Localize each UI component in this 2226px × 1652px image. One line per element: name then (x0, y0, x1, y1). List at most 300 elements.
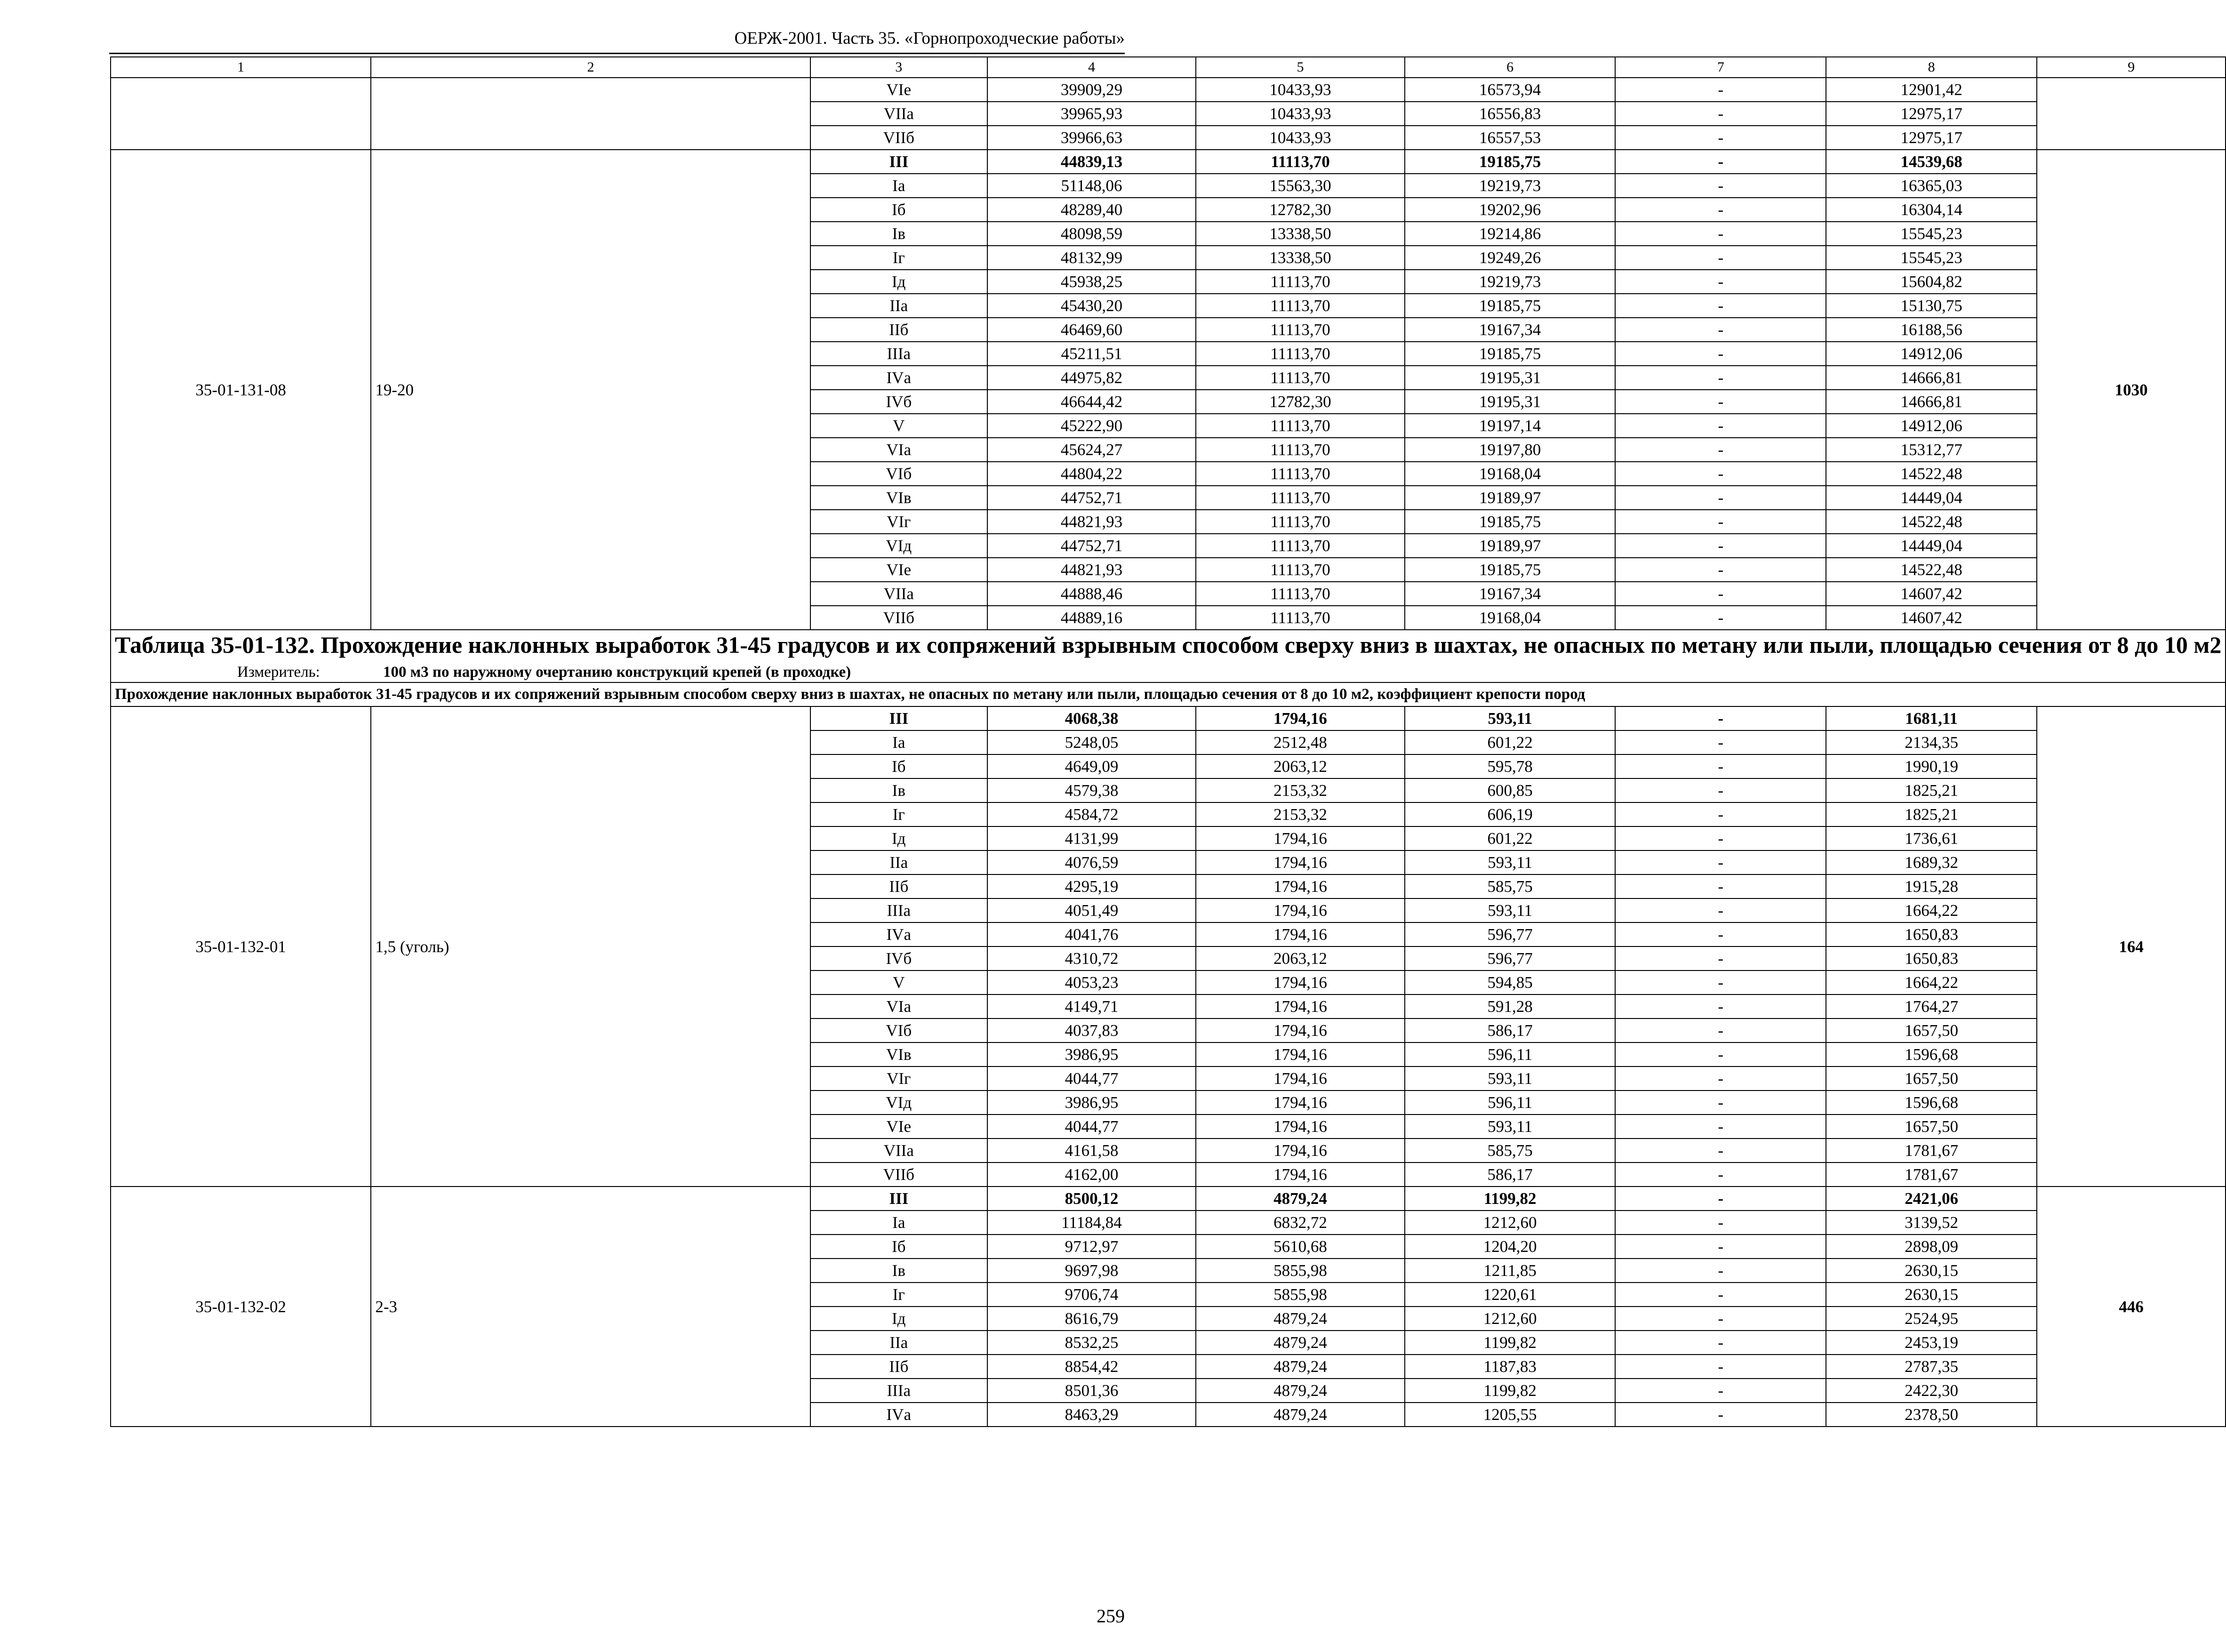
table-cell: 1664,22 (1826, 898, 2037, 922)
table-cell: 4051,49 (987, 898, 1196, 922)
table-cell: 2512,48 (1196, 730, 1405, 754)
table-cell: 4649,09 (987, 754, 1196, 778)
item-parameter: 1,5 (уголь) (371, 706, 810, 1187)
rates-table (110, 56, 2226, 1427)
table-cell: 1664,22 (1826, 970, 2037, 994)
table-cell: 8532,25 (987, 1331, 1196, 1355)
table-cell: - (1615, 1139, 1826, 1163)
table-cell: 19197,14 (1405, 414, 1616, 438)
table-cell: 19202,96 (1405, 198, 1616, 222)
table-cell: IIа (810, 1331, 987, 1355)
table-cell: Iа (810, 1211, 987, 1235)
table-cell: 46644,42 (987, 390, 1196, 414)
table-cell: VIIа (810, 1139, 987, 1163)
table-cell: 45222,90 (987, 414, 1196, 438)
table-cell: 12782,30 (1196, 390, 1405, 414)
table-cell: 16557,53 (1405, 126, 1616, 150)
table-cell: Iг (810, 802, 987, 826)
item-parameter: 19-20 (371, 150, 810, 630)
table-cell: - (1615, 222, 1826, 246)
table-cell: - (1615, 78, 1826, 102)
table-cell: 1212,60 (1405, 1211, 1616, 1235)
table-cell: - (1615, 706, 1826, 730)
column-number-row (111, 57, 2226, 78)
table-cell: VIв (810, 486, 987, 510)
table-cell: 1794,16 (1196, 874, 1405, 898)
table-cell: VIе (810, 558, 987, 582)
table-cell: 14666,81 (1826, 366, 2037, 390)
table-cell: 1596,68 (1826, 1043, 2037, 1067)
table-cell: 11113,70 (1196, 270, 1405, 294)
table-cell: 11113,70 (1196, 534, 1405, 558)
table-cell: 16573,94 (1405, 78, 1616, 102)
table-cell: - (1615, 1403, 1826, 1427)
table-cell: 606,19 (1405, 802, 1616, 826)
table-cell: 2134,35 (1826, 730, 2037, 754)
item-code: 35-01-132-01 (111, 706, 371, 1187)
table-cell: 48289,40 (987, 198, 1196, 222)
column-number: 8 (1826, 57, 2037, 78)
column-number: 7 (1615, 57, 1826, 78)
table-cell: 600,85 (1405, 778, 1616, 802)
table-cell: 5855,98 (1196, 1283, 1405, 1307)
table-cell: III (810, 1187, 987, 1211)
table-cell: Iд (810, 270, 987, 294)
table-cell: VIе (810, 78, 987, 102)
measure-label: Измеритель: (237, 664, 320, 681)
page-header: ОЕРЖ-2001. Часть 35. «Горнопроходческие работы» (734, 29, 1125, 48)
table-cell: - (1615, 438, 1826, 462)
empty-cell (2037, 78, 2226, 150)
table-cell: 44752,71 (987, 486, 1196, 510)
table-cell: 2630,15 (1826, 1259, 2037, 1283)
table-cell: IIб (810, 1355, 987, 1379)
table-cell: 1794,16 (1196, 706, 1405, 730)
item-parameter: 2-3 (371, 1187, 810, 1427)
table-cell: - (1615, 150, 1826, 174)
table-cell: 8463,29 (987, 1403, 1196, 1427)
table-cell: 2787,35 (1826, 1355, 2037, 1379)
table-cell: 4076,59 (987, 850, 1196, 874)
table-cell: - (1615, 922, 1826, 946)
table-cell: 39909,29 (987, 78, 1196, 102)
table-cell: 15545,23 (1826, 222, 2037, 246)
table-cell: 16188,56 (1826, 318, 2037, 342)
table-cell: 14607,42 (1826, 582, 2037, 606)
table-cell: 19195,31 (1405, 366, 1616, 390)
table-cell: - (1615, 1355, 1826, 1379)
table-cell: 16556,83 (1405, 102, 1616, 126)
table-row (111, 150, 2226, 174)
table-cell: 11113,70 (1196, 366, 1405, 390)
table-cell: - (1615, 754, 1826, 778)
table-cell: 1915,28 (1826, 874, 2037, 898)
table-cell: 1794,16 (1196, 850, 1405, 874)
table-cell: IIа (810, 850, 987, 874)
table-cell: 1657,50 (1826, 1067, 2037, 1091)
table-cell: - (1615, 102, 1826, 126)
table-cell: 14522,48 (1826, 462, 2037, 486)
table-cell: Iв (810, 778, 987, 802)
table-cell: - (1615, 826, 1826, 850)
item-total: 446 (2037, 1187, 2226, 1427)
table-cell: VIб (810, 1018, 987, 1043)
table-cell: 586,17 (1405, 1018, 1616, 1043)
table-cell: 2153,32 (1196, 778, 1405, 802)
table-cell: 1657,50 (1826, 1018, 2037, 1043)
table-cell: 9697,98 (987, 1259, 1196, 1283)
table-cell: 601,22 (1405, 730, 1616, 754)
table-cell: Iв (810, 1259, 987, 1283)
table-cell: 2422,30 (1826, 1379, 2037, 1403)
table-cell: 11113,70 (1196, 582, 1405, 606)
table-cell: 1781,67 (1826, 1163, 2037, 1187)
table-cell: 19168,04 (1405, 462, 1616, 486)
table-cell: 4041,76 (987, 922, 1196, 946)
column-number: 3 (810, 57, 987, 78)
table-cell: 9712,97 (987, 1235, 1196, 1259)
table-cell: - (1615, 126, 1826, 150)
table-cell: Iв (810, 222, 987, 246)
table-cell: 3139,52 (1826, 1211, 2037, 1235)
measure-value: 100 м3 по наружному очертанию конструкций крепей (в проходке) (383, 664, 851, 681)
table-cell: 19185,75 (1405, 342, 1616, 366)
table-cell: 8616,79 (987, 1307, 1196, 1331)
table-cell: - (1615, 1235, 1826, 1259)
table-cell: 1764,27 (1826, 994, 2037, 1018)
table-cell: III (810, 706, 987, 730)
item-code: 35-01-131-08 (111, 150, 371, 630)
table-cell: 4579,38 (987, 778, 1196, 802)
table-cell: 593,11 (1405, 706, 1616, 730)
table-cell: - (1615, 318, 1826, 342)
table-row (111, 706, 2226, 730)
table-cell: 1990,19 (1826, 754, 2037, 778)
table-cell: - (1615, 994, 1826, 1018)
table-cell: 585,75 (1405, 874, 1616, 898)
table-cell: 1794,16 (1196, 1091, 1405, 1115)
table-cell: 14912,06 (1826, 342, 2037, 366)
table-cell: Iг (810, 246, 987, 270)
column-number: 4 (987, 57, 1196, 78)
table-cell: 1794,16 (1196, 898, 1405, 922)
table-cell: 11113,70 (1196, 486, 1405, 510)
table-cell: 586,17 (1405, 1163, 1616, 1187)
table-cell: 4879,24 (1196, 1187, 1405, 1211)
table-cell: 11113,70 (1196, 606, 1405, 630)
table-cell: - (1615, 390, 1826, 414)
table-cell: IVб (810, 946, 987, 970)
table-cell: 45938,25 (987, 270, 1196, 294)
table-cell: 8854,42 (987, 1355, 1196, 1379)
table-cell: 594,85 (1405, 970, 1616, 994)
table-cell: - (1615, 850, 1826, 874)
table-cell: - (1615, 198, 1826, 222)
table-cell: - (1615, 970, 1826, 994)
table-cell: 4044,77 (987, 1067, 1196, 1091)
table-cell: 14539,68 (1826, 150, 2037, 174)
table-cell: - (1615, 1115, 1826, 1139)
table-cell: 4879,24 (1196, 1355, 1405, 1379)
table-cell: VIIб (810, 1163, 987, 1187)
table-cell: 1650,83 (1826, 946, 2037, 970)
item-total: 164 (2037, 706, 2226, 1187)
table-cell: 1199,82 (1405, 1379, 1616, 1403)
table-cell: 19219,73 (1405, 174, 1616, 198)
table-cell: - (1615, 874, 1826, 898)
table-cell: 19167,34 (1405, 582, 1616, 606)
table-cell: - (1615, 1211, 1826, 1235)
table-cell: 1794,16 (1196, 994, 1405, 1018)
table-row (111, 78, 2226, 102)
table-cell: 14666,81 (1826, 390, 2037, 414)
table-cell: IIIа (810, 1379, 987, 1403)
table-cell: 1199,82 (1405, 1331, 1616, 1355)
table-cell: - (1615, 1331, 1826, 1355)
table-cell: 14522,48 (1826, 510, 2037, 534)
table-cell: 10433,93 (1196, 102, 1405, 126)
table-cell: 44752,71 (987, 534, 1196, 558)
table-cell: 4879,24 (1196, 1307, 1405, 1331)
table-cell: III (810, 150, 987, 174)
table-cell: VIIа (810, 582, 987, 606)
table-cell: 19185,75 (1405, 294, 1616, 318)
table-cell: IIа (810, 294, 987, 318)
table-cell: 13338,50 (1196, 222, 1405, 246)
table-cell: Iб (810, 1235, 987, 1259)
empty-cell (371, 78, 810, 150)
table-cell: 2524,95 (1826, 1307, 2037, 1331)
table-cell: 45211,51 (987, 342, 1196, 366)
table-cell: 593,11 (1405, 850, 1616, 874)
table-cell: 11113,70 (1196, 438, 1405, 462)
table-cell: 19185,75 (1405, 558, 1616, 582)
table-cell: 4161,58 (987, 1139, 1196, 1163)
table-cell: 1825,21 (1826, 778, 2037, 802)
table-cell: 1205,55 (1405, 1403, 1616, 1427)
table-cell: 8500,12 (987, 1187, 1196, 1211)
table-cell: 593,11 (1405, 1115, 1616, 1139)
table-cell: 2453,19 (1826, 1331, 2037, 1355)
table-cell: Iд (810, 1307, 987, 1331)
table-cell: 45430,20 (987, 294, 1196, 318)
table-cell: 3986,95 (987, 1043, 1196, 1067)
table-cell: - (1615, 366, 1826, 390)
table-cell: 5610,68 (1196, 1235, 1405, 1259)
table-cell: 19197,80 (1405, 438, 1616, 462)
table-cell: 2063,12 (1196, 754, 1405, 778)
table-cell: 1825,21 (1826, 802, 2037, 826)
table-cell: - (1615, 1283, 1826, 1307)
table-cell: IIб (810, 874, 987, 898)
table-cell: - (1615, 174, 1826, 198)
table-cell: 15563,30 (1196, 174, 1405, 198)
table-cell: 1187,83 (1405, 1355, 1616, 1379)
table-cell: 44975,82 (987, 366, 1196, 390)
table-cell: 44889,16 (987, 606, 1196, 630)
table-cell: 39966,63 (987, 126, 1196, 150)
table-cell: - (1615, 414, 1826, 438)
table-cell: 1794,16 (1196, 826, 1405, 850)
table-cell: 11113,70 (1196, 294, 1405, 318)
table-cell: V (810, 414, 987, 438)
table-cell: 19185,75 (1405, 510, 1616, 534)
table-cell: 11113,70 (1196, 462, 1405, 486)
table-cell: VIе (810, 1115, 987, 1139)
table-cell: VIг (810, 1067, 987, 1091)
table-title-cell (111, 630, 2226, 682)
table-cell: 1689,32 (1826, 850, 2037, 874)
table-cell: 15130,75 (1826, 294, 2037, 318)
table-cell: 1681,11 (1826, 706, 2037, 730)
table-cell: 44888,46 (987, 582, 1196, 606)
table-cell: 2421,06 (1826, 1187, 2037, 1211)
table-cell: 10433,93 (1196, 78, 1405, 102)
table-cell: 4037,83 (987, 1018, 1196, 1043)
table-cell: 2898,09 (1826, 1235, 2037, 1259)
table-cell: 19249,26 (1405, 246, 1616, 270)
table-cell: IVа (810, 922, 987, 946)
table-cell: 19185,75 (1405, 150, 1616, 174)
table-cell: 1794,16 (1196, 1043, 1405, 1067)
table-cell: 4879,24 (1196, 1331, 1405, 1355)
table-cell: - (1615, 270, 1826, 294)
table-cell: 44821,93 (987, 510, 1196, 534)
table-cell: 2153,32 (1196, 802, 1405, 826)
table-cell: 11113,70 (1196, 558, 1405, 582)
column-number: 6 (1405, 57, 1616, 78)
table-cell: 45624,27 (987, 438, 1196, 462)
table-cell: 10433,93 (1196, 126, 1405, 150)
table-cell: IIб (810, 318, 987, 342)
table-row (111, 1187, 2226, 1211)
table-cell: - (1615, 730, 1826, 754)
table-cell: - (1615, 946, 1826, 970)
table-cell: 4162,00 (987, 1163, 1196, 1187)
table-cell: IVа (810, 1403, 987, 1427)
table-cell: - (1615, 342, 1826, 366)
table-cell: Iа (810, 174, 987, 198)
table-cell: Iг (810, 1283, 987, 1307)
table-cell: IVб (810, 390, 987, 414)
table-cell: 1596,68 (1826, 1091, 2037, 1115)
table-cell: 19189,97 (1405, 534, 1616, 558)
table-cell: 16365,03 (1826, 174, 2037, 198)
table-cell: - (1615, 898, 1826, 922)
table-cell: 46469,60 (987, 318, 1196, 342)
table-title-row (111, 630, 2226, 682)
subheading-row (111, 682, 2226, 706)
table-cell: - (1615, 246, 1826, 270)
table-cell: 4044,77 (987, 1115, 1196, 1139)
table-cell: - (1615, 1307, 1826, 1331)
table-cell: 6832,72 (1196, 1211, 1405, 1235)
table-cell: 12975,17 (1826, 126, 2037, 150)
table-cell: VIд (810, 534, 987, 558)
table-cell: 596,77 (1405, 946, 1616, 970)
table-cell: 4295,19 (987, 874, 1196, 898)
table-cell: 1211,85 (1405, 1259, 1616, 1283)
table-cell: 11113,70 (1196, 342, 1405, 366)
table-cell: 19214,86 (1405, 222, 1616, 246)
table-cell: - (1615, 462, 1826, 486)
table-cell: VIб (810, 462, 987, 486)
table-cell: VIIб (810, 126, 987, 150)
table-cell: 4149,71 (987, 994, 1196, 1018)
table-cell: 15604,82 (1826, 270, 2037, 294)
table-cell: 1657,50 (1826, 1115, 2037, 1139)
table-cell: - (1615, 1187, 1826, 1211)
table-cell: 11184,84 (987, 1211, 1196, 1235)
table-title: Таблица 35-01-132. Прохождение наклонных выработок 31-45 градусов и их сопряжений взрывным способом сверху вниз в шахтах, не опасных по метану или пыли, площадью сечения от 8 до 10 м2 (115, 632, 2222, 658)
table-cell: - (1615, 1043, 1826, 1067)
table-cell: VIд (810, 1091, 987, 1115)
table-cell: VIг (810, 510, 987, 534)
table-cell: 14449,04 (1826, 534, 2037, 558)
table-cell: 1781,67 (1826, 1139, 2037, 1163)
table-cell: Iб (810, 754, 987, 778)
table-cell: VIа (810, 438, 987, 462)
table-cell: - (1615, 778, 1826, 802)
table-cell: - (1615, 486, 1826, 510)
table-cell: Iд (810, 826, 987, 850)
table-cell: 1204,20 (1405, 1235, 1616, 1259)
table-cell: 596,77 (1405, 922, 1616, 946)
table-cell: 593,11 (1405, 898, 1616, 922)
table-cell: V (810, 970, 987, 994)
table-cell: 14607,42 (1826, 606, 2037, 630)
table-cell: - (1615, 294, 1826, 318)
column-number: 9 (2037, 57, 2226, 78)
table-cell: 593,11 (1405, 1067, 1616, 1091)
table-cell: 48132,99 (987, 246, 1196, 270)
table-cell: VIIб (810, 606, 987, 630)
table-cell: 4053,23 (987, 970, 1196, 994)
table-cell: 14912,06 (1826, 414, 2037, 438)
table-cell: 3986,95 (987, 1091, 1196, 1115)
column-number: 2 (371, 57, 810, 78)
header-rule (109, 53, 1125, 54)
table-cell: 1650,83 (1826, 922, 2037, 946)
table-cell: IVа (810, 366, 987, 390)
table-cell: 14449,04 (1826, 486, 2037, 510)
table-cell: 12975,17 (1826, 102, 2037, 126)
table-cell: 1794,16 (1196, 1067, 1405, 1091)
table-cell: 5855,98 (1196, 1259, 1405, 1283)
item-code: 35-01-132-02 (111, 1187, 371, 1427)
table-cell: 9706,74 (987, 1283, 1196, 1307)
column-number: 1 (111, 57, 371, 78)
table-cell: 1220,61 (1405, 1283, 1616, 1307)
table-cell: 4879,24 (1196, 1403, 1405, 1427)
table-cell: 5248,05 (987, 730, 1196, 754)
subheading: Прохождение наклонных выработок 31-45 градусов и их сопряжений взрывным способом сверху вниз в шахтах, не опасных по метану или пыли, площадью сечения от 8 до 10 м2, коэффициент крепости пород (111, 682, 2226, 706)
item-total: 1030 (2037, 150, 2226, 630)
table-cell: 44821,93 (987, 558, 1196, 582)
table-cell: 19219,73 (1405, 270, 1616, 294)
table-cell: 14522,48 (1826, 558, 2037, 582)
table-cell: 19167,34 (1405, 318, 1616, 342)
table-cell: Iб (810, 198, 987, 222)
table-cell: 4310,72 (987, 946, 1196, 970)
table-cell: 44804,22 (987, 462, 1196, 486)
table-cell: 1212,60 (1405, 1307, 1616, 1331)
table-cell: - (1615, 1379, 1826, 1403)
table-cell: 4068,38 (987, 706, 1196, 730)
table-cell: 1794,16 (1196, 1139, 1405, 1163)
table-cell: 1794,16 (1196, 970, 1405, 994)
table-cell: 15312,77 (1826, 438, 2037, 462)
